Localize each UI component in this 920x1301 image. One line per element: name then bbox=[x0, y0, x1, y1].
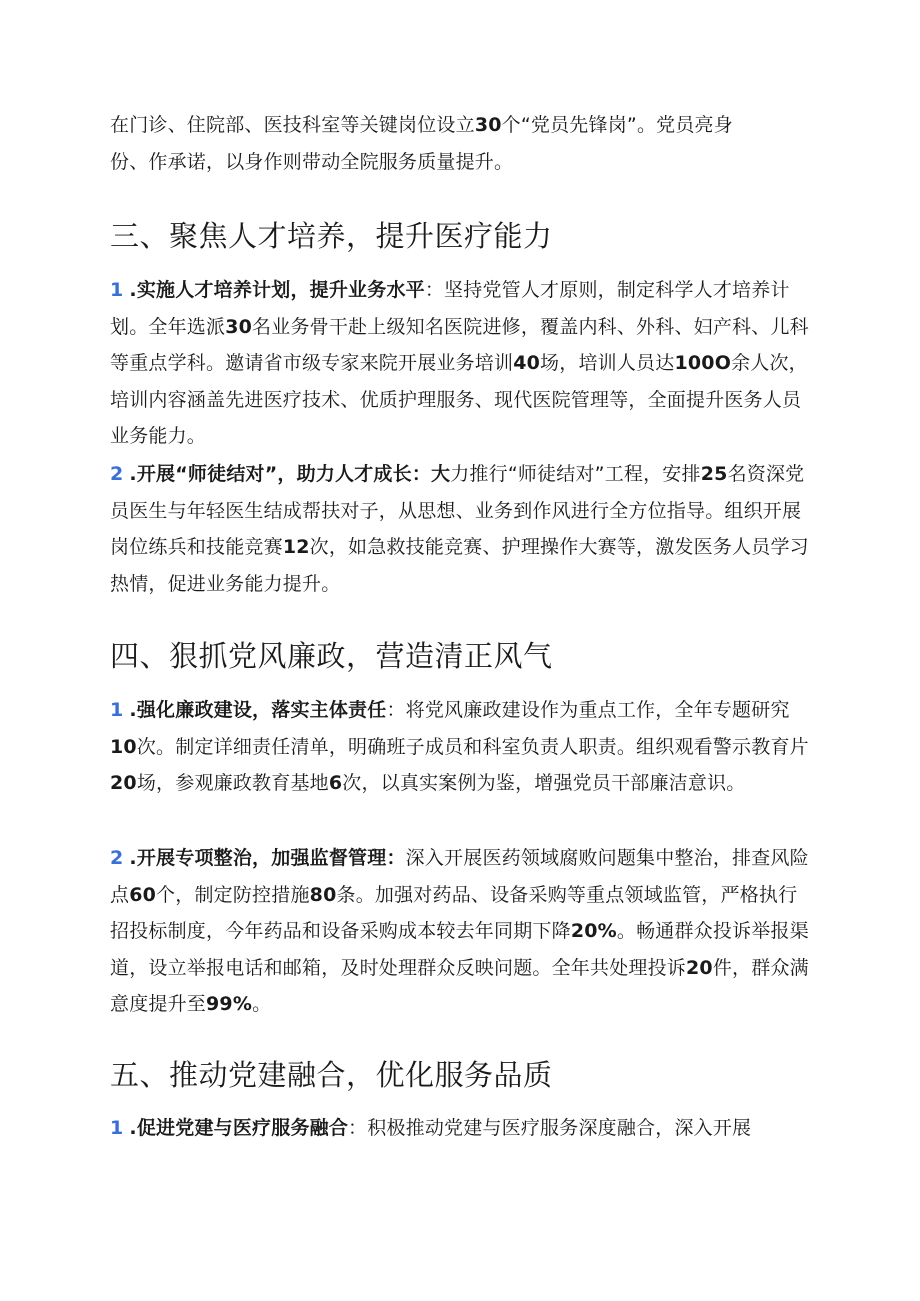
item-figure: 60 bbox=[129, 883, 157, 906]
section-5-heading: 五、推动党建融合，优化服务品质 bbox=[110, 1058, 553, 1092]
item-text: 力推行“师徒结对”工程，安排 bbox=[450, 463, 701, 485]
item-text: ：将党风廉政建设作为重点工作，全年专题研究 bbox=[386, 699, 790, 721]
item-figure: 12 bbox=[282, 536, 310, 558]
intro-text: 份、作承诺，以身作则带动全院服务质量提升。 bbox=[110, 150, 514, 173]
item-figure: 20% bbox=[570, 920, 617, 942]
intro-text: 个“党员先锋岗”。党员亮身 bbox=[501, 114, 733, 136]
section-5-item-1 bbox=[110, 1110, 810, 1147]
item-text: 余人次，培训内容涵盖先进医疗技术、优质护理服务、现代医院管理等，全面提升医务人员业务能力。 bbox=[110, 352, 808, 447]
item-number: 1 bbox=[110, 279, 124, 301]
item-text: 深入开展医药领域腐败问题集中整治，排查风险点 bbox=[110, 847, 809, 906]
item-lead: .实施人才培养计划，提升业务水平 bbox=[129, 279, 425, 301]
item-text: 。 bbox=[252, 993, 272, 1015]
item-text: ：积极推动党建与医疗服务深度融合，深入开展 bbox=[348, 1117, 752, 1139]
item-figure: 10 bbox=[110, 735, 137, 758]
item-figure: 20 bbox=[110, 772, 137, 794]
item-lead: .开展“师徒结对”，助力人才成长：大 bbox=[129, 463, 451, 485]
item-text: 次，以真实案例为鉴，增强党员干部廉洁意识。 bbox=[342, 772, 746, 794]
section-3-item-2 bbox=[110, 456, 810, 602]
item-text: 名业务骨干赴上级知名医院进修，覆盖内科、外科、妇产科、儿科等重点学科。邀请省市级专家来院开展业务培训 bbox=[110, 315, 809, 374]
item-figure: 40 bbox=[513, 352, 541, 374]
item-text: 。畅通群众投诉举报渠道，设立举报电话和邮箱，及时处理群众反映问题。全年共处理投诉 bbox=[110, 920, 809, 979]
section-4-item-2 bbox=[110, 840, 810, 1023]
item-figure: 20 bbox=[686, 956, 713, 979]
intro-text: 在门诊、住院部、医技科室等关键岗位设立 bbox=[110, 114, 475, 136]
section-3-heading: 三、聚焦人才培养，提升医疗能力 bbox=[110, 219, 553, 253]
item-text: 个，制定防控措施 bbox=[156, 883, 310, 906]
item-text: 场，培训人员达 bbox=[540, 352, 675, 374]
item-figure: 6 bbox=[328, 772, 343, 794]
item-number: 1 bbox=[110, 699, 124, 721]
item-text: ：坚持党管人才原则，制定科学人才培养计划。全年选派 bbox=[110, 279, 790, 338]
item-number: 2 bbox=[110, 463, 124, 485]
intro-paragraph bbox=[110, 107, 810, 180]
item-text: 名资深党员医生与年轻医生结成帮扶对子，从思想、业务到作风进行全方位指导。组织开展岗位练兵和技能竞赛 bbox=[110, 463, 805, 558]
item-lead: .开展专项整治，加强监督管理： bbox=[129, 847, 406, 869]
section-4-heading: 四、狠抓党风廉政，营造清正风气 bbox=[110, 639, 553, 673]
intro-number: 30 bbox=[474, 114, 502, 136]
item-number: 1 bbox=[110, 1117, 124, 1139]
item-number: 2 bbox=[110, 847, 124, 869]
item-figure: 25 bbox=[700, 463, 728, 485]
item-text: 次。制定详细责任清单，明确班子成员和科室负责人职责。组织观看警示教育片 bbox=[136, 735, 809, 758]
item-figure: 80 bbox=[309, 883, 337, 906]
item-text: 场，参观廉政教育基地 bbox=[136, 772, 329, 794]
section-4-item-1 bbox=[110, 692, 810, 802]
item-text: 件，群众满意度提升至 bbox=[110, 956, 809, 1015]
item-lead: .促进党建与医疗服务融合 bbox=[129, 1117, 349, 1139]
item-text: 次，如急救技能竞赛、护理操作大赛等，激发医务人员学习热情，促进业务能力提升。 bbox=[110, 536, 809, 595]
section-3-item-1 bbox=[110, 272, 810, 455]
item-figure: 100O bbox=[674, 352, 732, 374]
item-lead: .强化廉政建设，落实主体责任 bbox=[129, 699, 387, 721]
item-figure: 30 bbox=[225, 315, 253, 338]
item-text: 条。加强对药品、设备采购等重点领域监管，严格执行招投标制度，今年药品和设备采购成本较去年同期下降 bbox=[110, 883, 798, 942]
item-figure: 99% bbox=[206, 993, 253, 1015]
